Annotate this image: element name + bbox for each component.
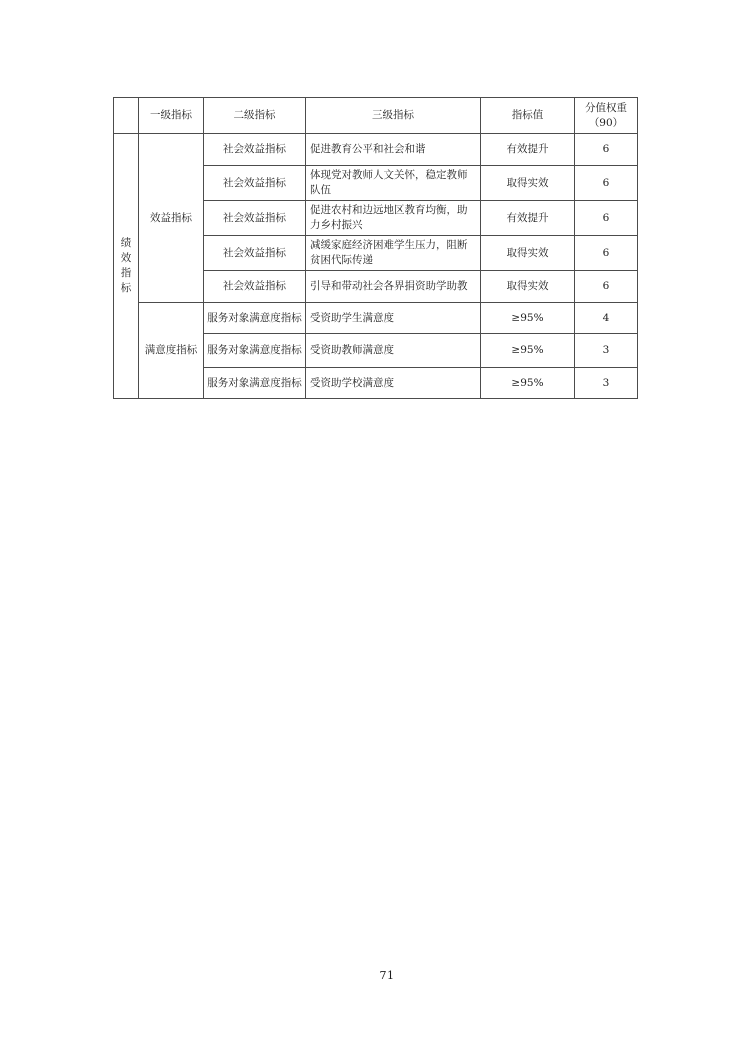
header-cell-level3: 三级指标: [306, 98, 481, 134]
cell-value: ≥95%: [481, 334, 575, 368]
header-cell-level2: 二级指标: [204, 98, 306, 134]
cell-level2: 社会效益指标: [204, 166, 306, 201]
cell-weight: 3: [575, 368, 638, 399]
cell-level2: 服务对象满意度指标: [204, 368, 306, 399]
cell-level3: 受资助学校满意度: [306, 368, 481, 399]
cell-level3: 受资助学生满意度: [306, 303, 481, 334]
cell-value: ≥95%: [481, 368, 575, 399]
cell-level2: 社会效益指标: [204, 201, 306, 236]
cell-level3: 体现党对教师人文关怀，稳定教师队伍: [306, 166, 481, 201]
cell-side-label: [114, 134, 139, 399]
page-number: 71: [379, 969, 395, 982]
side-label-line2: 指标: [120, 267, 132, 294]
cell-weight: 6: [575, 201, 638, 236]
cell-level3: 促进农村和边远地区教育均衡，助力乡村振兴: [306, 201, 481, 236]
cell-level3: 引导和带动社会各界捐资助学助教: [306, 271, 481, 303]
cell-weight: 6: [575, 271, 638, 303]
table-row: [114, 303, 638, 334]
table-header-row: [114, 98, 638, 134]
header-cell-corner: [114, 98, 139, 134]
table-row: [114, 134, 638, 166]
cell-value: 取得实效: [481, 166, 575, 201]
header-cell-value: 指标值: [481, 98, 575, 134]
cell-level2: 服务对象满意度指标: [204, 303, 306, 334]
cell-level2: 社会效益指标: [204, 134, 306, 166]
header-cell-weight: [575, 98, 638, 134]
header-cell-level1: 一级指标: [139, 98, 204, 134]
cell-level3: 减缓家庭经济困难学生压力，阻断贫困代际传递: [306, 236, 481, 271]
cell-weight: 6: [575, 134, 638, 166]
cell-value: 有效提升: [481, 201, 575, 236]
performance-indicator-table: [113, 97, 638, 399]
cell-weight: 6: [575, 166, 638, 201]
cell-level1-group2: 满意度指标: [139, 303, 204, 399]
cell-value: ≥95%: [481, 303, 575, 334]
cell-level1-group1: 效益指标: [139, 134, 204, 303]
header-weight-line1: 分值权重: [585, 101, 627, 114]
cell-weight: 3: [575, 334, 638, 368]
cell-value: 取得实效: [481, 271, 575, 303]
side-label-line1: 绩效: [120, 237, 132, 264]
cell-level3: 受资助教师满意度: [306, 334, 481, 368]
cell-level2: 社会效益指标: [204, 271, 306, 303]
cell-level3: 促进教育公平和社会和谐: [306, 134, 481, 166]
cell-level2: 服务对象满意度指标: [204, 334, 306, 368]
header-weight-line2: （90）: [588, 116, 624, 129]
cell-level2: 社会效益指标: [204, 236, 306, 271]
cell-value: 取得实效: [481, 236, 575, 271]
cell-weight: 6: [575, 236, 638, 271]
cell-value: 有效提升: [481, 134, 575, 166]
cell-weight: 4: [575, 303, 638, 334]
